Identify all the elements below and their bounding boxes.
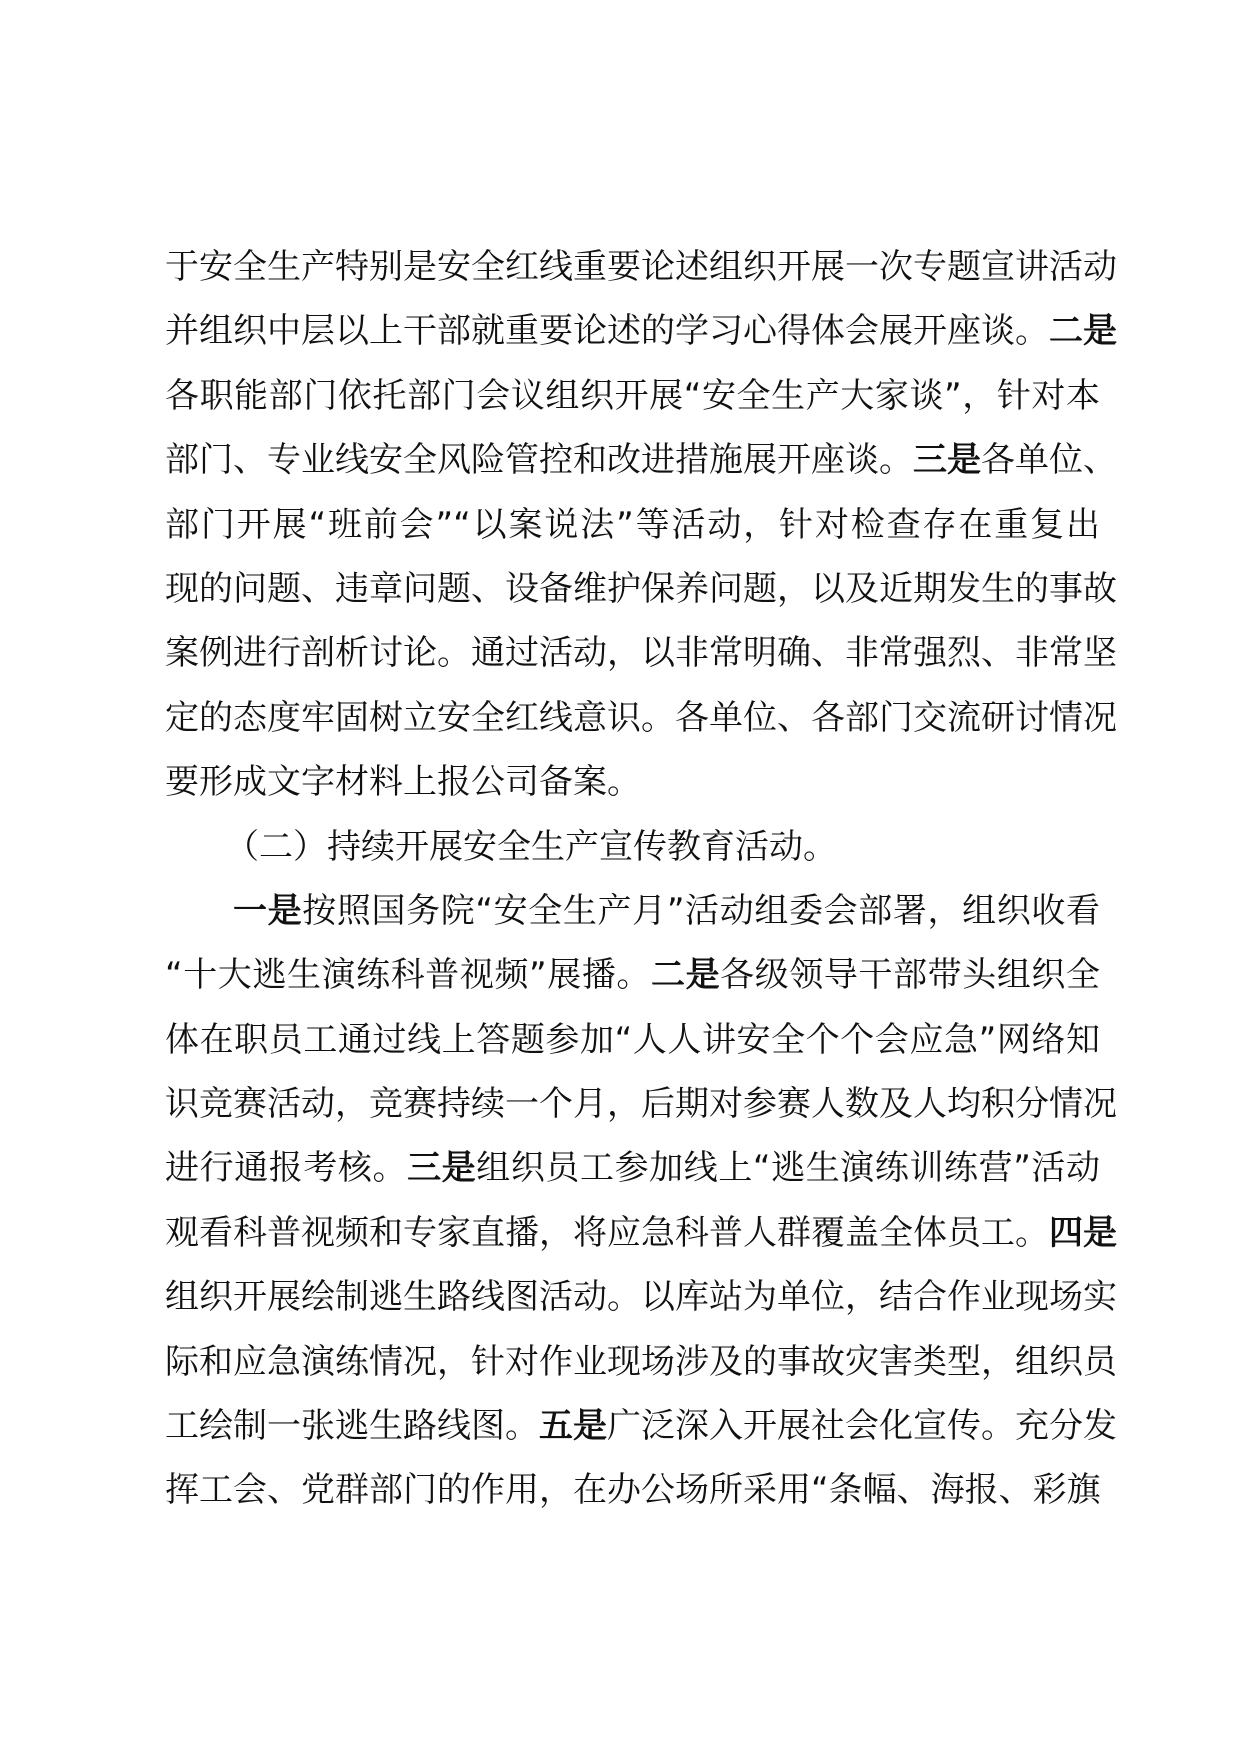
- paragraph-line: [165, 686, 1117, 750]
- text-run: 部门开展“班前会”“以案说法”等活动，针对检查存在重复出: [165, 504, 1100, 545]
- text-run: 进行通报考核。: [165, 1148, 408, 1189]
- paragraph-line: [165, 1072, 1117, 1136]
- bold-marker: 二是: [651, 955, 721, 996]
- text-run: 并组织中层以上干部就重要论述的学习心得体会展开座谈。: [165, 311, 1049, 352]
- text-run: 广泛深入开展社会化宣传。充分发: [607, 1406, 1117, 1447]
- bold-marker: 四是: [1049, 1212, 1117, 1253]
- text-run: 观看科普视频和专家直播，将应急科普人群覆盖全体员工。: [165, 1212, 1049, 1253]
- bold-marker: 三是: [913, 440, 981, 481]
- text-run: 体在职员工通过线上答题参加“人人讲安全个个会应急”网络知: [165, 1019, 1100, 1060]
- text-run: 于安全生产特别是安全红线重要论述组织开展一次专题宣讲活动: [165, 247, 1117, 287]
- paragraph-line: [165, 1330, 1117, 1394]
- text-run: 定的态度牢固树立安全红线意识。各单位、各部门交流研讨情况: [165, 697, 1117, 738]
- paragraph-line: [165, 493, 1100, 557]
- text-run: 识竞赛活动，竞赛持续一个月，后期对参赛人数及人均积分情况: [165, 1084, 1117, 1125]
- paragraph-line: [165, 1201, 1117, 1265]
- text-run: “十大逃生演练科普视频”展播。: [165, 955, 651, 996]
- text-run: 各级领导干部带头组织全: [720, 955, 1101, 996]
- text-run: 现的问题、违章问题、设备维护保养问题，以及近期发生的事故: [165, 568, 1117, 609]
- text-run: 各职能部门依托部门会议组织开展“安全生产大家谈”，针对本: [165, 375, 1100, 416]
- body-text: [165, 235, 1117, 1523]
- text-run: 挥工会、党群部门的作用，在办公场所采用“条幅、海报、彩旗: [165, 1470, 1101, 1511]
- bold-marker: 二是: [1049, 311, 1117, 352]
- paragraph-line: [165, 364, 1100, 428]
- text-run: 各单位、: [981, 440, 1117, 481]
- paragraph-line: [165, 299, 1117, 363]
- bold-marker: 五是: [539, 1406, 607, 1447]
- paragraph-line: [165, 1458, 1100, 1522]
- paragraph-line: [165, 1394, 1117, 1458]
- text-run: 案例进行剖析讨论。通过活动，以非常明确、非常强烈、非常坚: [165, 633, 1117, 674]
- text-run: 组织开展绘制逃生路线图活动。以库站为单位，结合作业现场实: [165, 1277, 1117, 1318]
- paragraph-line: [165, 621, 1117, 685]
- paragraph-line: [165, 1008, 1100, 1072]
- bold-marker: 一是: [233, 890, 303, 931]
- paragraph-line: [165, 879, 1100, 943]
- paragraph-line: [165, 235, 1117, 299]
- text-run: 际和应急演练情况，针对作业现场涉及的事故灾害类型，组织员: [165, 1341, 1117, 1382]
- text-run: 工绘制一张逃生路线图。: [165, 1406, 539, 1447]
- paragraph-line: [165, 750, 1100, 814]
- paragraph-line: [165, 1136, 1100, 1200]
- text-run: 部门、专业线安全风险管控和改进措施展开座谈。: [165, 440, 913, 481]
- text-run: 组织员工参加线上“逃生演练训练营”活动: [476, 1148, 1101, 1189]
- text-run: （二）持续开展安全生产宣传教育活动。: [225, 826, 837, 867]
- paragraph-line: [165, 428, 1117, 492]
- paragraph-line: [165, 943, 1100, 1007]
- text-run: 要形成文字材料上报公司备案。: [165, 762, 641, 803]
- paragraph-line: [165, 557, 1117, 621]
- section-heading: [165, 815, 1100, 879]
- bold-marker: 三是: [407, 1148, 477, 1189]
- paragraph-line: [165, 1265, 1117, 1329]
- text-run: 按照国务院“安全生产月”活动组委会部署，组织收看: [302, 890, 1100, 931]
